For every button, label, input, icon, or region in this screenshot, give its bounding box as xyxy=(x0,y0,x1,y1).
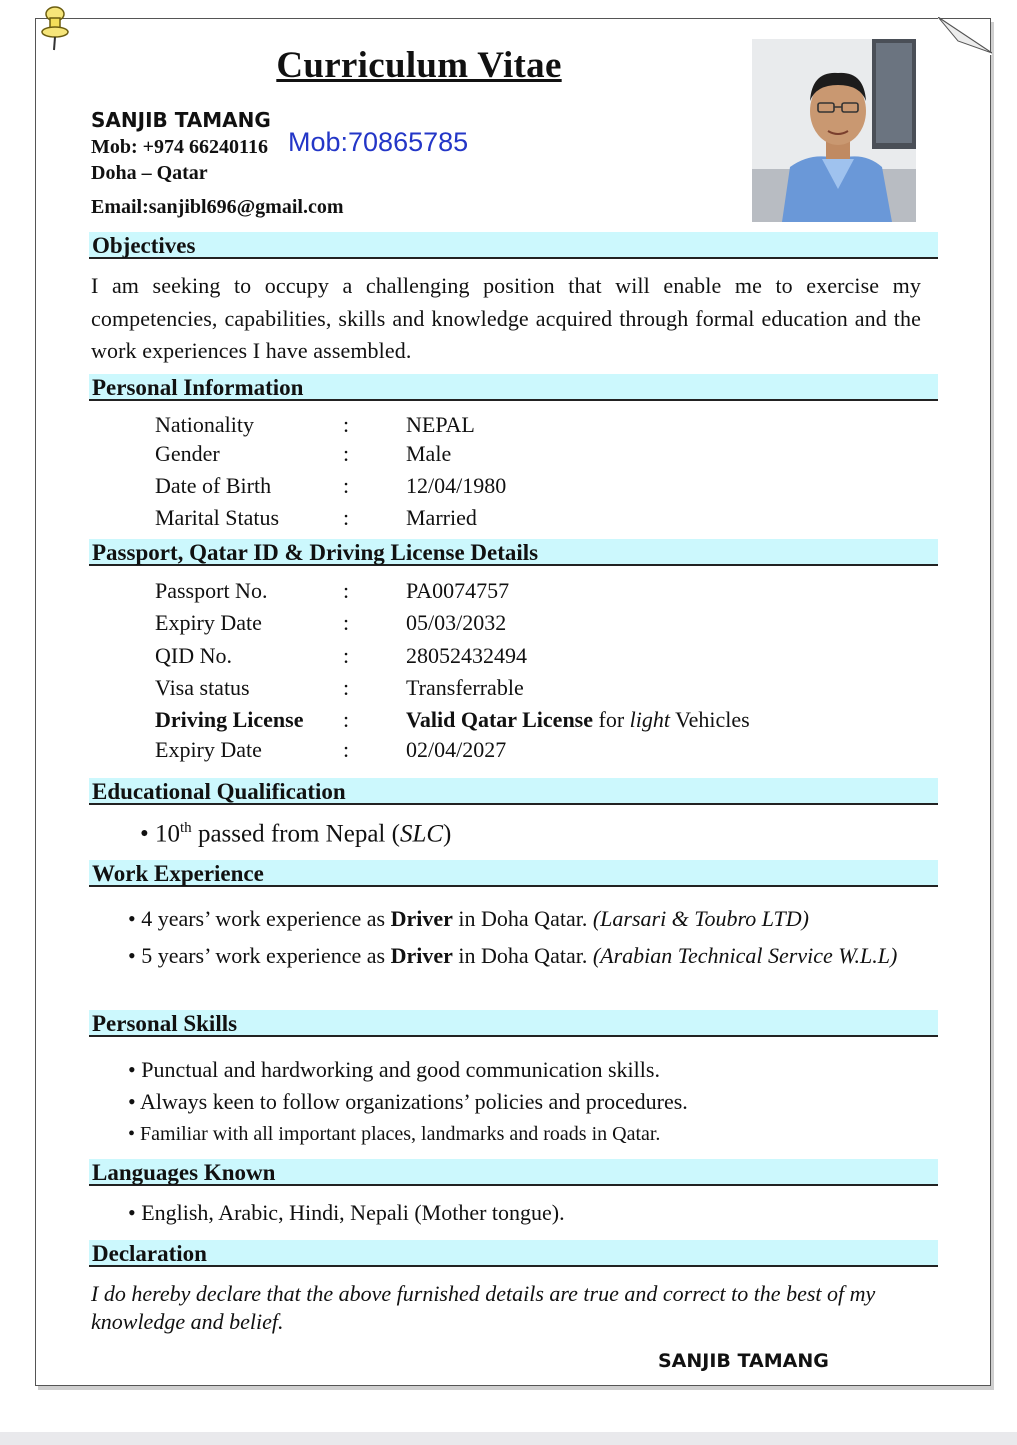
info-value: 28052432494 xyxy=(406,643,527,668)
info-colon: : xyxy=(343,473,350,498)
info-value: Transferrable xyxy=(406,675,524,700)
info-value: NEPAL xyxy=(406,412,475,437)
info-colon: : xyxy=(343,737,350,762)
bullet-icon: • xyxy=(128,1089,136,1114)
section-languages xyxy=(89,1159,938,1186)
info-label: Nationality xyxy=(155,412,254,437)
section-heading: Personal Skills xyxy=(92,1011,238,1036)
page-curl-icon xyxy=(938,17,992,55)
info-colon: : xyxy=(343,707,350,732)
license-for: for xyxy=(598,707,625,732)
info-value: 05/03/2032 xyxy=(406,610,507,635)
skill-text: Punctual and hardworking and good communication skills. xyxy=(141,1057,660,1082)
info-colon: : xyxy=(343,578,350,603)
mobile-primary: Mob: +974 66240116 xyxy=(91,136,268,158)
info-value: Married xyxy=(406,505,477,530)
skill-item xyxy=(128,1123,660,1146)
mobile-secondary: Mob:70865785 xyxy=(288,127,469,157)
work-pre: 5 years’ work experience as xyxy=(141,943,391,968)
info-colon: : xyxy=(343,643,350,668)
license-class: light xyxy=(629,707,671,732)
info-label: Passport No. xyxy=(155,578,268,603)
section-declaration xyxy=(89,1240,938,1267)
info-value: Male xyxy=(406,441,452,466)
bullet-icon: • xyxy=(128,943,136,968)
location: Doha – Qatar xyxy=(91,162,208,184)
bullet-icon: • xyxy=(140,820,149,848)
skill-text: Familiar with all important places, landmarks and roads in Qatar. xyxy=(140,1123,661,1145)
license-type: Valid Qatar License xyxy=(406,707,594,732)
info-label: Marital Status xyxy=(155,505,280,530)
profile-photo xyxy=(752,39,916,222)
work-company: (Larsari & Toubro LTD) xyxy=(592,906,810,931)
section-education xyxy=(89,778,938,805)
applicant-name: SANJIB TAMANG xyxy=(91,108,271,132)
work-mid: in Doha Qatar. xyxy=(452,943,593,968)
work-item xyxy=(128,906,809,932)
bullet-icon: • xyxy=(128,1123,136,1145)
info-label: Visa status xyxy=(155,675,250,700)
license-vehicles: Vehicles xyxy=(675,707,750,732)
section-passport xyxy=(89,539,938,566)
edu-text: passed from Nepal ( xyxy=(197,820,400,848)
education-item xyxy=(140,820,451,848)
declaration-text: I do hereby declare that the above furnished details are true and correct to the best of my knowledge and belief. xyxy=(91,1281,876,1334)
objective-text: I am seeking to occupy a challenging position that will enable me to exercise my competencies, capabilities, skills and knowledge acquired through formal education and the work experiences I have assembled. xyxy=(91,273,921,363)
skill-item xyxy=(128,1057,660,1083)
section-heading: Languages Known xyxy=(92,1160,276,1185)
info-label: Gender xyxy=(155,441,220,466)
skill-item xyxy=(128,1089,688,1115)
section-personal-info xyxy=(89,374,938,401)
work-pre: 4 years’ work experience as xyxy=(141,906,391,931)
edu-board: SLC xyxy=(399,820,444,848)
info-colon: : xyxy=(343,412,350,437)
info-value: 12/04/1980 xyxy=(406,473,507,498)
work-item xyxy=(128,940,928,972)
info-label: Expiry Date xyxy=(155,737,262,762)
pushpin-icon xyxy=(38,4,72,52)
section-heading: Passport, Qatar ID & Driving License Details xyxy=(92,540,539,565)
bullet-icon: • xyxy=(128,1057,136,1082)
info-colon: : xyxy=(343,610,350,635)
section-work xyxy=(89,860,938,887)
info-colon: : xyxy=(343,441,350,466)
cv-title: Curriculum Vitae xyxy=(276,45,562,86)
section-heading: Educational Qualification xyxy=(92,779,346,804)
section-objectives xyxy=(89,232,938,259)
info-value: PA0074757 xyxy=(406,578,510,603)
languages-text: English, Arabic, Hindi, Nepali (Mother tongue). xyxy=(141,1200,565,1225)
edu-close: ) xyxy=(443,820,452,848)
work-role: Driver xyxy=(390,906,453,931)
bullet-icon: • xyxy=(128,906,136,931)
skill-text: Always keen to follow organizations’ policies and procedures. xyxy=(140,1089,688,1114)
info-colon: : xyxy=(343,675,350,700)
email: Email:sanjibl696@gmail.com xyxy=(91,196,344,218)
section-heading: Declaration xyxy=(92,1241,207,1266)
info-colon: : xyxy=(343,505,350,530)
section-heading: Personal Information xyxy=(92,375,304,400)
info-label: QID No. xyxy=(155,643,232,668)
edu-sup: th xyxy=(180,820,192,836)
info-label: Date of Birth xyxy=(155,473,272,498)
work-mid: in Doha Qatar. xyxy=(452,906,593,931)
section-heading: Objectives xyxy=(92,233,196,258)
work-role: Driver xyxy=(390,943,453,968)
section-skills xyxy=(89,1010,938,1037)
work-company: (Arabian Technical Service W.L.L) xyxy=(592,943,898,968)
info-label: Driving License xyxy=(155,707,304,732)
edu-num: 10 xyxy=(155,820,181,848)
info-label: Expiry Date xyxy=(155,610,262,635)
bottom-strip xyxy=(0,1432,1017,1445)
info-value: 02/04/2027 xyxy=(406,737,507,762)
signature-name: SANJIB TAMANG xyxy=(658,1350,829,1372)
bullet-icon: • xyxy=(128,1200,136,1225)
languages-item xyxy=(128,1200,565,1226)
info-value xyxy=(406,707,750,733)
section-heading: Work Experience xyxy=(92,861,264,886)
